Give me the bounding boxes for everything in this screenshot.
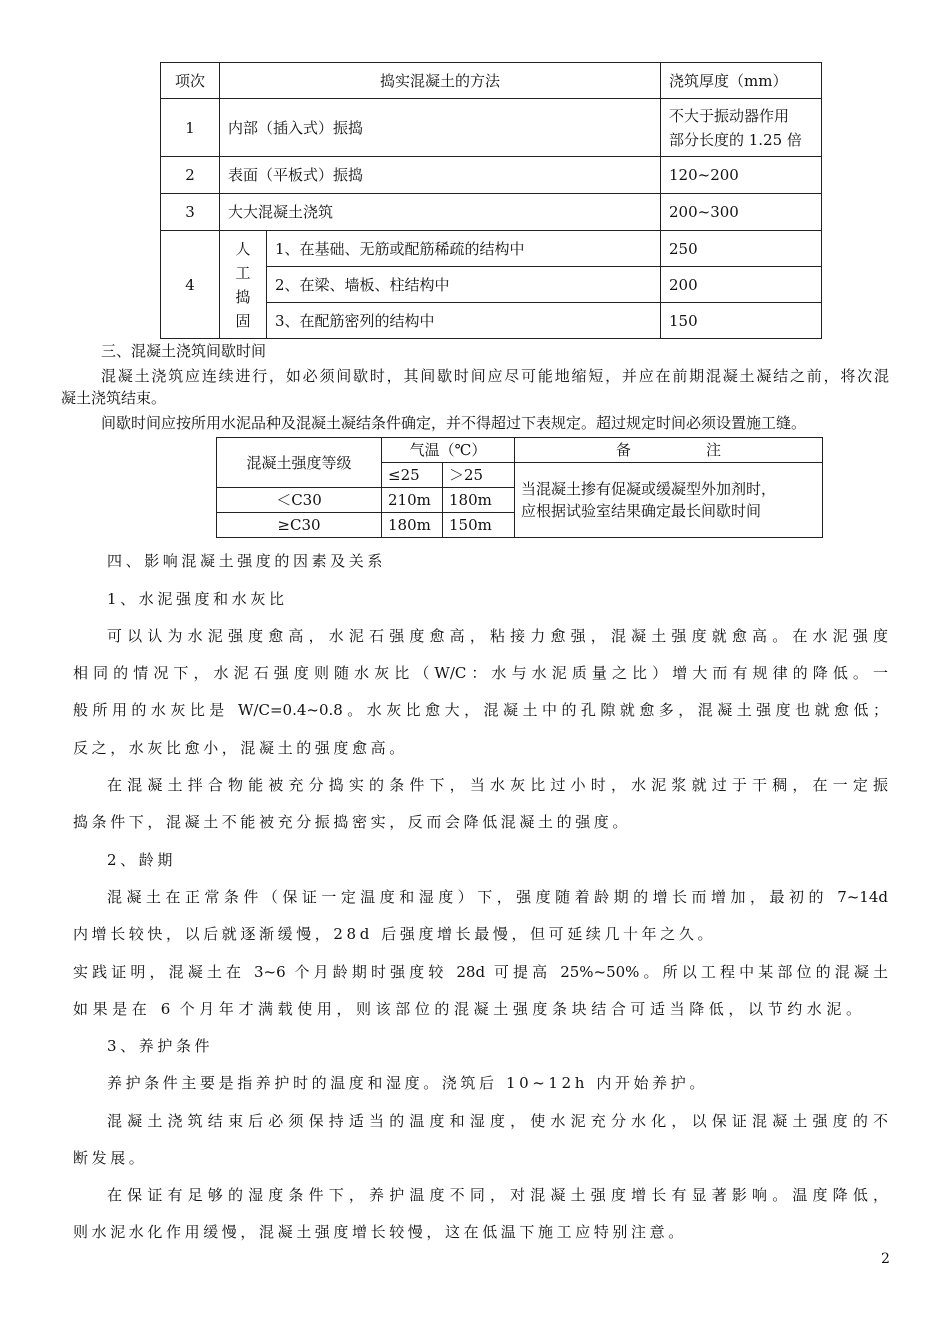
section3-paragraph-line: 凝土浇筑结束。 <box>61 389 167 407</box>
row-method: 3、在配筋密列的结构中 <box>267 303 661 339</box>
paragraph-line: 如果是在 6 个月年才满载使用，则该部位的混凝土强度条块结合可适当降低，以节约水泥。 <box>73 1000 861 1018</box>
low-temp-cell: 180m <box>382 513 443 538</box>
temperature-high-header: ＞25 <box>443 463 515 488</box>
paragraph-line: 实践证明，混凝土在 3~6 个月龄期时强度较 28d 可提高 25%~50%。所以工程中某部位的混凝土 <box>73 963 888 981</box>
paragraph-line: 相同的情况下，水泥石强度则随水灰比（W/C：水与水泥质量之比）增大而有规律的降低。一 <box>73 664 888 682</box>
paragraph-line: 捣条件下，混凝土不能被充分振捣密实，反而会降低混凝土的强度。 <box>73 813 632 831</box>
row-number: 2 <box>161 157 220 194</box>
row-number: 1 <box>161 99 220 157</box>
temperature-low-header: ≤25 <box>382 463 443 488</box>
section3-heading: 三、混凝土浇筑间歇时间 <box>101 342 267 360</box>
high-temp-cell: 150m <box>443 513 515 538</box>
table-row <box>161 157 822 194</box>
row-number: 3 <box>161 194 220 231</box>
note-cell <box>515 463 823 538</box>
row-thickness: 250 <box>661 231 822 267</box>
grade-cell: ＜C30 <box>217 488 382 513</box>
label-char: 人 <box>235 239 251 258</box>
paragraph-line: 混凝土在正常条件（保证一定温度和湿度）下，强度随着龄期的增长而增加，最初的 7~14d <box>107 888 888 906</box>
row-thickness: 200~300 <box>661 194 822 231</box>
table-row <box>161 231 822 267</box>
row-thickness: 150 <box>661 303 822 339</box>
table-header-temperature: 气温（℃） <box>382 438 515 463</box>
paragraph-line: 混凝土浇筑结束后必须保持适当的温度和湿度，使水泥充分水化，以保证混凝土强度的不 <box>107 1112 888 1130</box>
table-header-item-no: 项次 <box>161 63 220 99</box>
thickness-line: 不大于振动器作用 <box>669 106 790 125</box>
table-row <box>161 194 822 231</box>
paragraph-line: 般所用的水灰比是 W/C=0.4~0.8。水灰比愈大，混凝土中的孔隙就愈多，混凝土强度也就愈低； <box>73 701 888 719</box>
table-header-grade: 混凝土强度等级 <box>217 438 382 488</box>
page-number: 2 <box>881 1251 890 1267</box>
row-method: 2、在梁、墙板、柱结构中 <box>267 267 661 303</box>
manual-compaction-label <box>220 231 267 339</box>
grade-cell: ≥C30 <box>217 513 382 538</box>
table-header-thickness: 浇筑厚度（mm） <box>661 63 822 99</box>
row-thickness <box>661 99 822 157</box>
low-temp-cell: 210m <box>382 488 443 513</box>
compaction-thickness-table <box>160 62 822 339</box>
paragraph-line: 断发展。 <box>73 1149 148 1167</box>
paragraph-line: 在混凝土拌合物能被充分捣实的条件下，当水灰比过小时，水泥浆就过于干稠，在一定振 <box>107 776 888 794</box>
paragraph-line: 则水泥水化作用缓慢，混凝土强度增长较慢，这在低温下施工应特别注意。 <box>73 1223 687 1241</box>
subsection-heading: 2、龄期 <box>107 851 176 869</box>
paragraph-line: 可以认为水泥强度愈高，水泥石强度愈高，粘接力愈强，混凝土强度就愈高。在水泥强度 <box>107 627 888 645</box>
note-line: 当混凝土掺有促凝或缓凝型外加剂时， <box>521 480 777 498</box>
paragraph-line: 在保证有足够的湿度条件下，养护温度不同，对混凝土强度增长有显著影响。温度降低， <box>107 1186 888 1204</box>
pour-interval-table <box>216 437 823 538</box>
note-line: 应根据试验室结果确定最长间歇时间 <box>521 502 762 520</box>
high-temp-cell: 180m <box>443 488 515 513</box>
row-thickness: 200 <box>661 267 822 303</box>
row-method: 大大混凝土浇筑 <box>220 194 661 231</box>
row-thickness: 120~200 <box>661 157 822 194</box>
table-header-note: 备 注 <box>515 438 823 463</box>
row-method: 表面（平板式）振捣 <box>220 157 661 194</box>
section3-paragraph: 间歇时间应按所用水泥品种及混凝土凝结条件确定，并不得超过下表规定。超过规定时间必须设置施工缝。 <box>101 414 807 432</box>
section3-paragraph-line: 混凝土浇筑应连续进行，如必须间歇时，其间歇时间应尽可能地缩短，并应在前期混凝土凝结之前，将次混 <box>101 367 889 385</box>
row-method: 1、在基础、无筋或配筋稀疏的结构中 <box>267 231 661 267</box>
table-header-method: 捣实混凝土的方法 <box>220 63 661 99</box>
subsection-heading: 1、水泥强度和水灰比 <box>107 590 288 608</box>
row-method: 内部（插入式）振捣 <box>220 99 661 157</box>
subsection-heading: 3、养护条件 <box>107 1037 214 1055</box>
paragraph-line: 养护条件主要是指养护时的温度和湿度。浇筑后 10~12h 内开始养护。 <box>107 1074 708 1092</box>
label-char: 工 <box>235 263 251 282</box>
section4-heading: 四、影响混凝土强度的因素及关系 <box>107 552 387 570</box>
label-char: 固 <box>235 311 251 330</box>
row-number: 4 <box>161 231 220 339</box>
label-char: 捣 <box>235 287 251 306</box>
thickness-line: 部分长度的 1.25 倍 <box>669 130 802 149</box>
paragraph-line: 反之，水灰比愈小，混凝土的强度愈高。 <box>73 739 408 757</box>
paragraph-line: 内增长较快，以后就逐渐缓慢，28d 后强度增长最慢，但可延续几十年之久。 <box>73 925 717 943</box>
table-row <box>161 99 822 157</box>
